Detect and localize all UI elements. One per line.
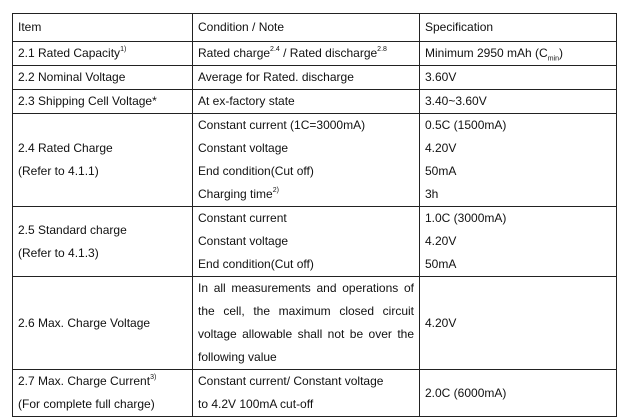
item-reference: (For complete full charge) <box>18 397 155 411</box>
specification-table <box>12 13 617 417</box>
condition-line: Constant current (1C=3000mA) <box>198 118 366 132</box>
condition-cell <box>193 370 420 417</box>
table-row-shipping-voltage <box>13 90 617 114</box>
spec-line: 50mA <box>425 164 457 178</box>
item-cell: 2.2 Nominal Voltage <box>13 66 193 90</box>
condition-cell: At ex-factory state <box>193 90 420 114</box>
condition-line: Constant voltage <box>198 234 289 248</box>
condition-line <box>198 183 414 206</box>
condition-line: End condition(Cut off) <box>198 257 314 271</box>
table-row-rated-charge <box>13 114 617 207</box>
item-cell: 2.6 Max. Charge Voltage <box>13 277 193 370</box>
footnote-mark: 3) <box>150 374 157 381</box>
footnote-mark: 2) <box>272 187 279 194</box>
spec-cell <box>420 42 617 66</box>
condition-cell <box>193 114 420 207</box>
header-condition: Condition / Note <box>193 14 420 42</box>
condition-line: Constant voltage <box>198 141 289 155</box>
table-header-row <box>13 14 617 42</box>
condition-line: Constant current <box>198 211 287 225</box>
item-cell: 2.3 Shipping Cell Voltage* <box>13 90 193 114</box>
condition-cell <box>193 42 420 66</box>
table-row-standard-charge <box>13 207 617 277</box>
item-cell <box>13 370 193 417</box>
condition-line: Constant current/ Constant voltage <box>198 374 384 388</box>
item-text: 2.5 Standard charge <box>18 222 127 237</box>
item-cell <box>13 114 193 207</box>
condition-text: Charging time <box>198 187 273 201</box>
item-cell <box>13 42 193 66</box>
condition-cell <box>193 207 420 277</box>
spec-cell: 2.0C (6000mA) <box>420 370 617 417</box>
condition-cell: Average for Rated. discharge <box>193 66 420 90</box>
spec-text-end: ) <box>558 46 563 60</box>
header-spec: Specification <box>420 14 617 42</box>
reference-mark: 2.4 <box>270 46 280 53</box>
condition-note: In all measurements and operations of the cell, the maximum closed circuit voltage allowable shall not be over the following value <box>193 277 420 370</box>
spec-line: 50mA <box>425 257 457 271</box>
condition-line: End condition(Cut off) <box>198 164 314 178</box>
spec-line: 1.0C (3000mA) <box>425 211 507 225</box>
item-text: 2.7 Max. Charge Current <box>18 374 151 388</box>
table-row-max-charge-current <box>13 370 617 417</box>
condition-text: / Rated discharge <box>279 46 378 60</box>
spec-line: 4.20V <box>425 234 457 248</box>
spec-cell: 3.60V <box>420 66 617 90</box>
footnote-mark: 1) <box>120 46 127 53</box>
item-line <box>18 370 187 393</box>
item-text: 2.4 Rated Charge <box>18 141 113 155</box>
spec-cell: 3.40~3.60V <box>420 90 617 114</box>
item-cell <box>13 207 193 277</box>
header-item: Item <box>13 14 193 42</box>
spec-text: Minimum 2950 mAh (C <box>425 46 548 60</box>
item-reference: (Refer to 4.1.3) <box>18 245 99 260</box>
item-reference: (Refer to 4.1.1) <box>18 164 99 178</box>
spec-cell <box>420 114 617 207</box>
spec-line: 3h <box>425 187 439 201</box>
reference-mark: 2.8 <box>377 46 387 53</box>
table-row-max-charge-voltage <box>13 277 617 370</box>
spec-cell <box>420 207 617 277</box>
spec-line: 4.20V <box>425 141 457 155</box>
item-text: 2.1 Rated Capacity <box>18 46 121 60</box>
table-row-rated-capacity <box>13 42 617 66</box>
spec-subscript: min <box>547 55 559 63</box>
condition-line: to 4.2V 100mA cut-off <box>198 397 314 411</box>
condition-text: Rated charge <box>198 46 271 60</box>
spec-line: 0.5C (1500mA) <box>425 118 507 132</box>
table-row-nominal-voltage <box>13 66 617 90</box>
spec-cell: 4.20V <box>420 277 617 370</box>
